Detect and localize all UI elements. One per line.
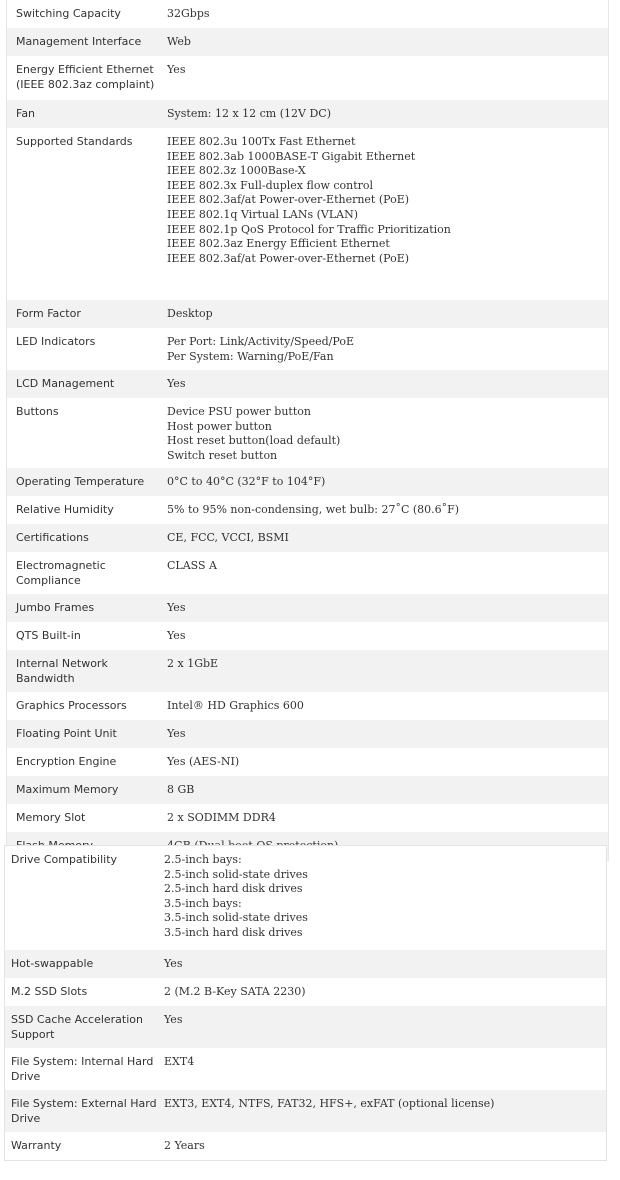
table-row bbox=[5, 846, 606, 950]
spec-label-line: LED Indicators bbox=[16, 335, 96, 348]
spec-value-line: 2 Years bbox=[164, 1139, 205, 1152]
spec-label-line: Graphics Processors bbox=[16, 699, 127, 712]
spec-value-line: 2 x 1GbE bbox=[167, 657, 219, 670]
table-row bbox=[7, 370, 608, 398]
spec-value-line: Per System: Warning/PoE/Fan bbox=[167, 349, 334, 363]
spec-label-line: QTS Built-in bbox=[16, 629, 81, 642]
table-row bbox=[7, 524, 608, 552]
spec-label bbox=[5, 1097, 158, 1126]
spec-value-line: IEEE 802.3az Energy Efficient Ethernet bbox=[167, 237, 390, 251]
spec-value bbox=[159, 559, 608, 574]
spec-label-line: SSD Cache Acceleration bbox=[11, 1013, 143, 1026]
table-row bbox=[7, 720, 608, 748]
spec-label bbox=[7, 601, 159, 616]
spec-value bbox=[159, 755, 608, 770]
spec-value-line: System: 12 x 12 cm (12V DC) bbox=[167, 107, 331, 120]
table-row bbox=[5, 1090, 606, 1132]
spec-value-line: Desktop bbox=[167, 307, 213, 320]
spec-value bbox=[159, 531, 608, 546]
spec-value bbox=[159, 475, 608, 490]
spec-value bbox=[159, 783, 608, 798]
spec-label bbox=[5, 1139, 158, 1154]
spec-label-line: Buttons bbox=[16, 405, 59, 418]
spec-value-line: IEEE 802.3ab 1000BASE-T Gigabit Ethernet bbox=[167, 149, 416, 163]
spec-label bbox=[7, 107, 159, 122]
spec-value bbox=[159, 657, 608, 672]
spec-value bbox=[159, 727, 608, 742]
spec-label bbox=[7, 531, 159, 546]
spec-label-line: Management Interface bbox=[16, 35, 142, 48]
spec-value-line: 2 (M.2 B-Key SATA 2230) bbox=[164, 985, 306, 998]
spec-label bbox=[7, 503, 159, 518]
spec-label bbox=[7, 405, 159, 420]
spec-label-line: Internal Network bbox=[16, 657, 108, 670]
spec-value bbox=[158, 853, 606, 941]
table-row bbox=[7, 496, 608, 524]
spec-label-line: Electromagnetic bbox=[16, 559, 106, 572]
table-row bbox=[7, 594, 608, 622]
spec-value-line: CLASS A bbox=[167, 559, 217, 572]
spec-value bbox=[158, 1139, 606, 1154]
spec-label-line: (IEEE 802.3az complaint) bbox=[16, 77, 155, 91]
table-row bbox=[5, 950, 606, 978]
spec-label bbox=[5, 985, 158, 1000]
spec-label bbox=[7, 377, 159, 392]
spec-label bbox=[7, 7, 159, 22]
spec-value-line: EXT4 bbox=[164, 1055, 195, 1068]
spec-label-line: Jumbo Frames bbox=[16, 601, 95, 614]
spec-label bbox=[7, 35, 159, 50]
spec-label-line: Form Factor bbox=[16, 307, 81, 320]
spec-label-line: Drive Compatibility bbox=[11, 853, 118, 866]
table-row bbox=[7, 28, 608, 56]
spec-label-line: Compliance bbox=[16, 573, 81, 587]
spec-value-line: 32Gbps bbox=[167, 7, 210, 20]
spec-value-line: 3.5-inch solid-state drives bbox=[164, 911, 308, 925]
spec-value bbox=[159, 405, 608, 463]
table-row bbox=[7, 300, 608, 328]
table-row bbox=[7, 552, 608, 594]
table-row bbox=[7, 468, 608, 496]
spec-value-line: 3.5-inch bays: bbox=[164, 896, 242, 910]
spec-label-line: Floating Point Unit bbox=[16, 727, 117, 740]
spec-value-line: Yes (AES-NI) bbox=[167, 755, 240, 768]
spec-label-line: Certifications bbox=[16, 531, 89, 544]
spec-value-line: IEEE 802.3af/at Power-over-Ethernet (PoE) bbox=[167, 251, 410, 265]
spec-label-line: M.2 SSD Slots bbox=[11, 985, 88, 998]
spec-label-line: Switching Capacity bbox=[16, 7, 121, 20]
spec-value bbox=[159, 811, 608, 826]
spec-value-line: 2.5-inch solid-state drives bbox=[164, 867, 308, 881]
spec-value-line: 8 GB bbox=[167, 783, 195, 796]
spec-value-line: IEEE 802.3z 1000Base-X bbox=[167, 164, 306, 178]
table-row bbox=[7, 622, 608, 650]
spec-value bbox=[159, 699, 608, 714]
spec-label bbox=[5, 1055, 158, 1084]
spec-label-line: File System: Internal Hard bbox=[11, 1055, 154, 1068]
spec-value-line: Yes bbox=[164, 1013, 183, 1026]
spec-value-line: Web bbox=[167, 35, 191, 48]
spec-label-line: Operating Temperature bbox=[16, 475, 145, 488]
spec-value-line: 3.5-inch hard disk drives bbox=[164, 925, 303, 939]
spec-value-line: Yes bbox=[167, 629, 186, 642]
spec-label bbox=[7, 559, 159, 588]
spec-label bbox=[7, 755, 159, 770]
spec-label-line: File System: External Hard bbox=[11, 1097, 157, 1110]
spec-label bbox=[7, 811, 159, 826]
spec-value bbox=[159, 7, 608, 22]
spec-value-line: Host reset button(load default) bbox=[167, 434, 341, 448]
spec-value-line: Yes bbox=[164, 957, 183, 970]
spec-value-line: CE, FCC, VCCI, BSMI bbox=[167, 531, 289, 544]
spec-label bbox=[5, 957, 158, 972]
spec-value-line: 2.5-inch bays: bbox=[164, 853, 242, 866]
table-row bbox=[7, 804, 608, 832]
spec-value bbox=[158, 957, 606, 972]
spec-value-line: Yes bbox=[167, 63, 186, 76]
spec-label bbox=[7, 783, 159, 798]
spec-label-line: Encryption Engine bbox=[16, 755, 117, 768]
spec-label bbox=[7, 657, 159, 686]
spec-label-line: LCD Management bbox=[16, 377, 115, 390]
table-row bbox=[5, 1132, 606, 1160]
spec-value bbox=[159, 63, 608, 78]
spec-label-line: Fan bbox=[16, 107, 36, 120]
spec-label bbox=[7, 727, 159, 742]
spec-value-line: Per Port: Link/Activity/Speed/PoE bbox=[167, 335, 354, 348]
spec-value-line: IEEE 802.1q Virtual LANs (VLAN) bbox=[167, 207, 358, 221]
spec-label-line: Warranty bbox=[11, 1139, 62, 1152]
spec-label-line: Energy Efficient Ethernet bbox=[16, 63, 154, 76]
spec-value-line: Yes bbox=[167, 601, 186, 614]
spec-value-line: 5% to 95% non-condensing, wet bulb: 27˚C (80.6˚F) bbox=[167, 503, 460, 516]
spec-value bbox=[158, 1013, 606, 1028]
spec-value-line: IEEE 802.3u 100Tx Fast Ethernet bbox=[167, 135, 356, 148]
table-row bbox=[5, 978, 606, 1006]
spec-value bbox=[159, 629, 608, 644]
spec-label-line: Bandwidth bbox=[16, 671, 75, 685]
spec-value-line: Switch reset button bbox=[167, 448, 278, 462]
spec-value bbox=[159, 377, 608, 392]
spec-value-line: Host power button bbox=[167, 419, 272, 433]
table-row bbox=[7, 748, 608, 776]
spec-label bbox=[7, 475, 159, 490]
table-row bbox=[5, 1006, 606, 1048]
table-row bbox=[7, 398, 608, 468]
spec-value-line: 2.5-inch hard disk drives bbox=[164, 882, 303, 896]
spec-value bbox=[158, 1055, 606, 1070]
spec-table-main bbox=[6, 0, 609, 861]
table-row bbox=[5, 1048, 606, 1090]
spec-value-line: Yes bbox=[167, 377, 186, 390]
spec-label bbox=[7, 63, 159, 92]
table-row bbox=[7, 0, 608, 28]
spec-label bbox=[5, 1013, 158, 1042]
table-row bbox=[7, 100, 608, 128]
spec-value-line: Intel® HD Graphics 600 bbox=[167, 699, 304, 712]
spec-label bbox=[7, 335, 159, 350]
spec-label bbox=[7, 135, 159, 150]
spec-label-line: Maximum Memory bbox=[16, 783, 119, 796]
spec-label bbox=[7, 629, 159, 644]
table-row bbox=[7, 776, 608, 804]
spec-label-line: Memory Slot bbox=[16, 811, 86, 824]
spec-value bbox=[159, 335, 608, 364]
spec-value bbox=[159, 307, 608, 322]
spec-value bbox=[159, 135, 608, 266]
spec-label-line: Relative Humidity bbox=[16, 503, 114, 516]
spec-value bbox=[158, 1097, 606, 1112]
table-row bbox=[7, 328, 608, 370]
table-row bbox=[7, 128, 608, 300]
spec-value-line: IEEE 802.1p QoS Protocol for Traffic Prioritization bbox=[167, 222, 451, 236]
spec-value-line: EXT3, EXT4, NTFS, FAT32, HFS+, exFAT (optional license) bbox=[164, 1097, 495, 1110]
spec-value bbox=[158, 985, 606, 1000]
spec-value-line: Device PSU power button bbox=[167, 405, 311, 418]
spec-value-line: Yes bbox=[167, 727, 186, 740]
spec-value bbox=[159, 601, 608, 616]
spec-table-storage bbox=[4, 845, 607, 1161]
spec-value-line: 0°C to 40°C (32°F to 104°F) bbox=[167, 475, 326, 488]
table-row bbox=[7, 650, 608, 692]
table-row bbox=[7, 692, 608, 720]
spec-label-line: Support bbox=[11, 1027, 55, 1041]
spec-label-line: Drive bbox=[11, 1111, 41, 1125]
spec-value-line: IEEE 802.3x Full-duplex flow control bbox=[167, 178, 374, 192]
spec-label-line: Drive bbox=[11, 1069, 41, 1083]
table-row bbox=[7, 56, 608, 100]
spec-value bbox=[159, 503, 608, 518]
spec-value bbox=[159, 35, 608, 50]
spec-label bbox=[7, 699, 159, 714]
spec-label bbox=[5, 853, 158, 868]
spec-label-line: Supported Standards bbox=[16, 135, 133, 148]
spec-label bbox=[7, 307, 159, 322]
spec-value-line: 2 x SODIMM DDR4 bbox=[167, 811, 276, 824]
spec-value-line: IEEE 802.3af/at Power-over-Ethernet (PoE) bbox=[167, 193, 410, 207]
spec-value bbox=[159, 107, 608, 122]
spec-label-line: Hot-swappable bbox=[11, 957, 94, 970]
